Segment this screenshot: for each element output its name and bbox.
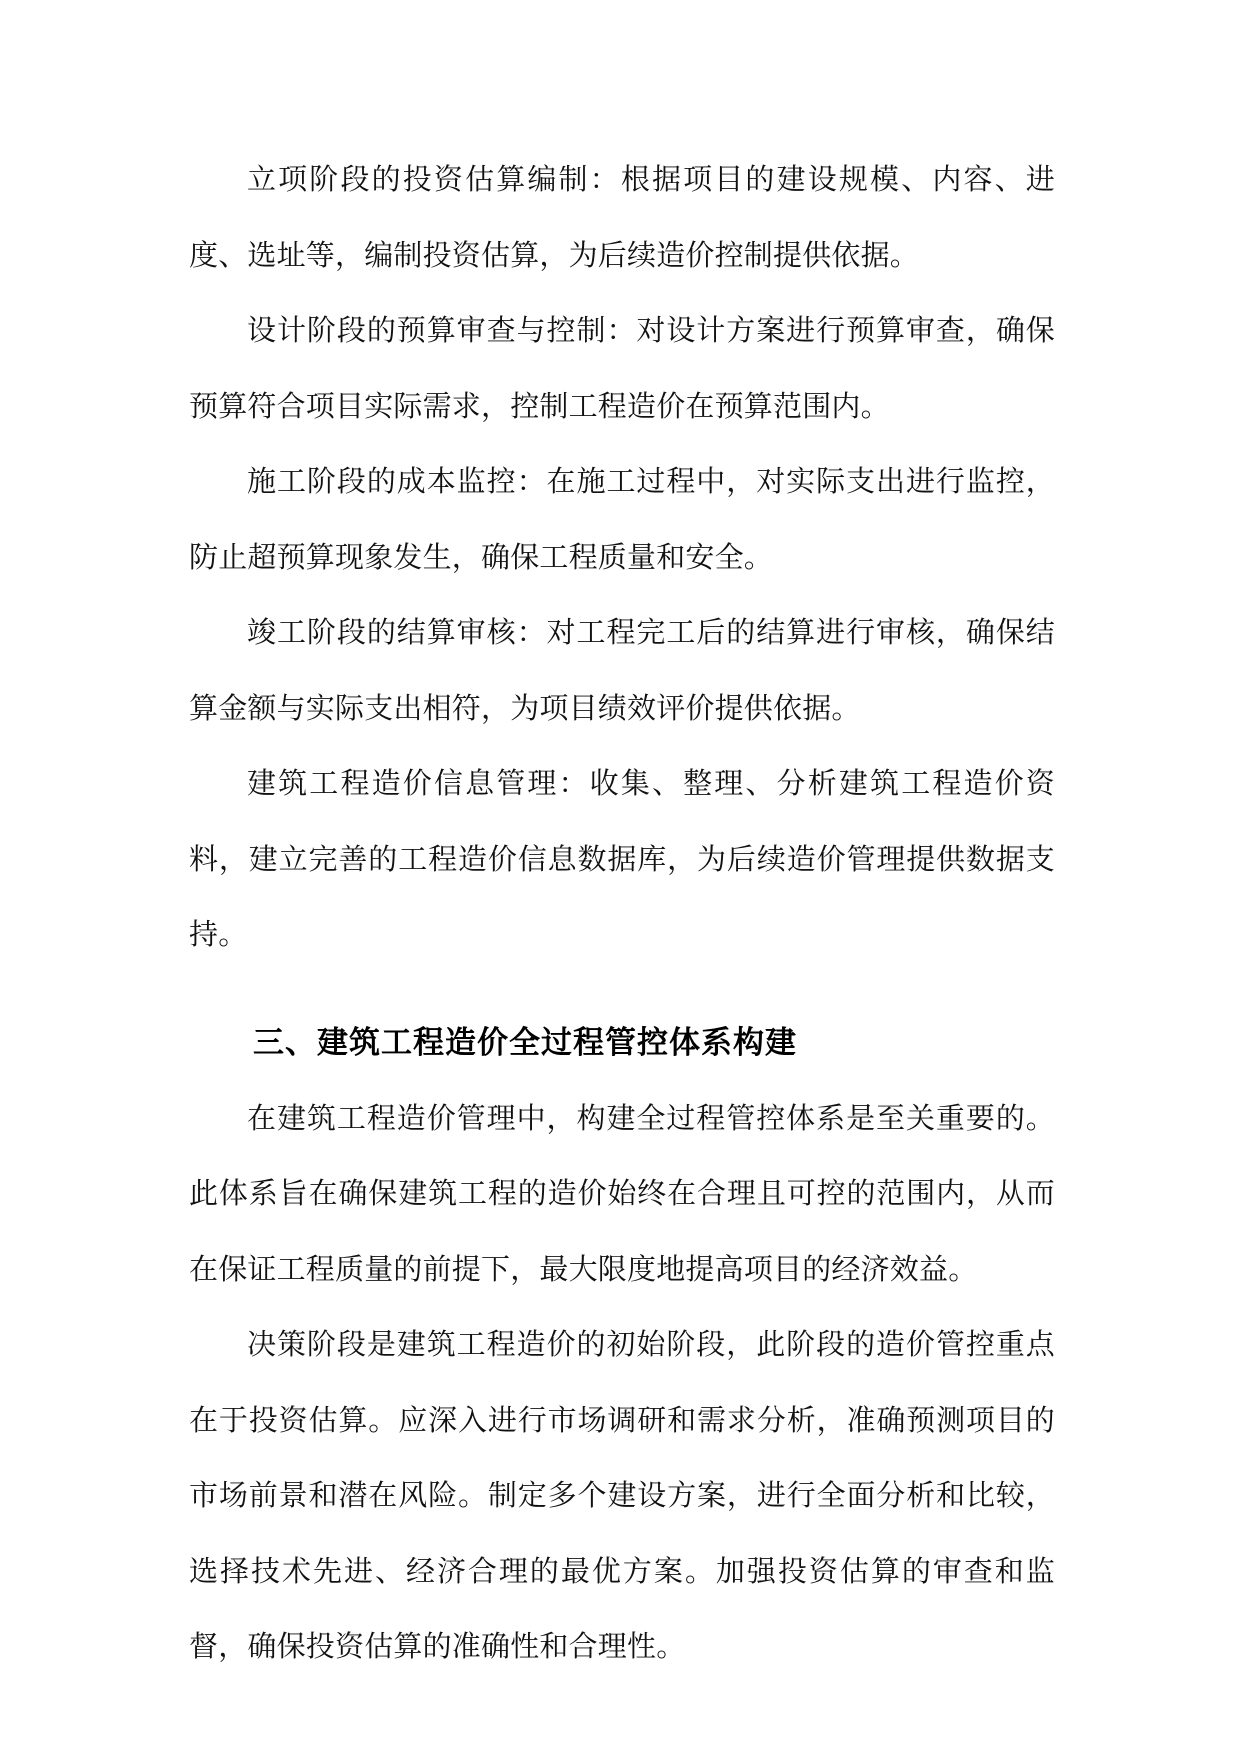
section-heading: 三、建筑工程造价全过程管控体系构建 (253, 1024, 797, 1061)
paragraph-construction-cost-monitoring: 施工阶段的成本监控：在施工过程中，对实际支出进行监控，防止超预算现象发生，确保工程质量和安全。 (189, 464, 1055, 574)
paragraph-whole-process-system: 在建筑工程造价管理中，构建全过程管控体系是至关重要的。此体系旨在确保建筑工程的造价始终在合理且可控的范围内，从而在保证工程质量的前提下，最大限度地提高项目的经济效益。 (189, 1100, 1055, 1286)
paragraph-completion-settlement-audit: 竣工阶段的结算审核：对工程完工后的结算进行审核，确保结算金额与实际支出相符，为项目绩效评价提供依据。 (189, 615, 1055, 725)
document-body (189, 142, 1055, 1685)
paragraph-cost-information-management: 建筑工程造价信息管理：收集、整理、分析建筑工程造价资料，建立完善的工程造价信息数据库，为后续造价管理提供数据支持。 (189, 766, 1055, 951)
paragraph-investment-estimate: 立项阶段的投资估算编制：根据项目的建设规模、内容、进度、选址等，编制投资估算，为后续造价控制提供依据。 (189, 162, 1055, 272)
paragraph-design-budget-review: 设计阶段的预算审查与控制：对设计方案进行预算审查，确保预算符合项目实际需求，控制工程造价在预算范围内。 (189, 313, 1055, 423)
paragraph-decision-stage: 决策阶段是建筑工程造价的初始阶段，此阶段的造价管控重点在于投资估算。应深入进行市场调研和需求分析，准确预测项目的市场前景和潜在风险。制定多个建设方案，进行全面分析和比较，选择技术先进、经济合理的最优方案。加强投资估算的审查和监督，确保投资估算的准确性和合理性。 (189, 1327, 1055, 1663)
